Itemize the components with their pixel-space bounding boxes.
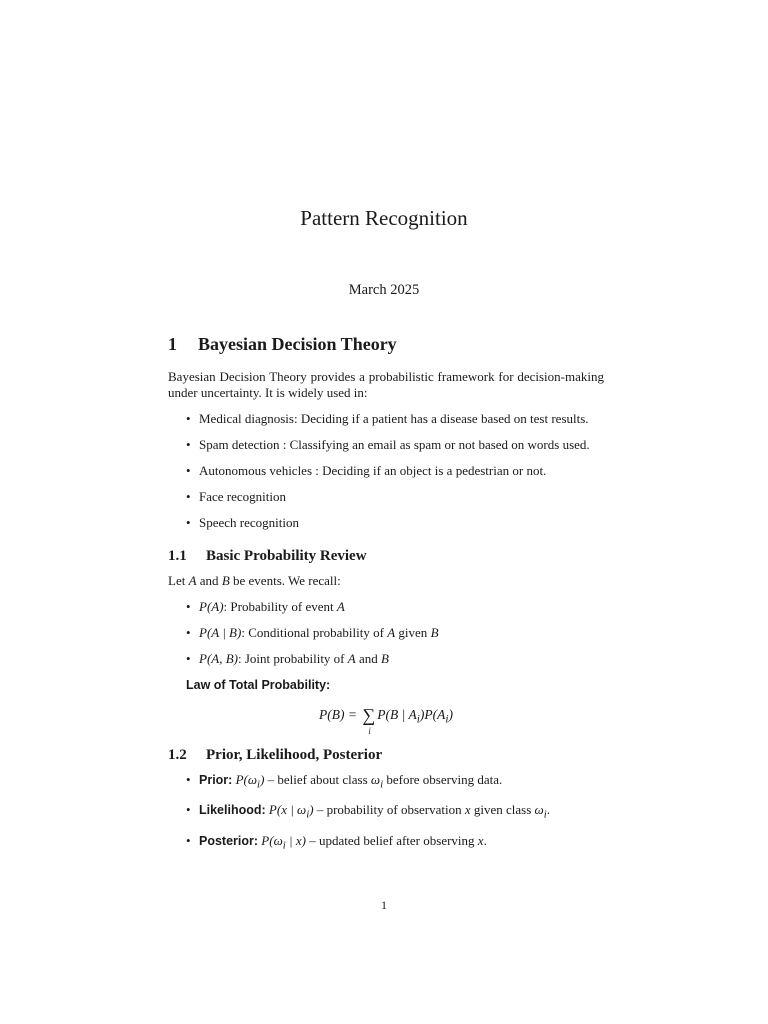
formula-part: P(B) = [319, 707, 361, 722]
probability-list [168, 599, 604, 667]
text-run: be events. We recall: [229, 573, 341, 588]
math-expr: P(ω [235, 771, 258, 787]
math-var: A [336, 599, 345, 614]
section-title: Bayesian Decision Theory [198, 334, 397, 354]
text-run: . [546, 802, 550, 818]
math-expr: P(A | B) [199, 625, 242, 640]
formula-part: ) [448, 707, 453, 722]
list-item [186, 625, 604, 641]
subsection-title: Prior, Likelihood, Posterior [206, 746, 383, 763]
text-run: given [395, 625, 431, 640]
document-date: March 2025 [348, 282, 420, 298]
subsection-number: 1.1 [168, 548, 187, 564]
text-run: : Conditional probability of [241, 625, 388, 640]
applications-list [168, 411, 604, 531]
math-expr: P(A) [199, 599, 224, 614]
total-probability-formula [168, 705, 604, 736]
bayes-terms-list [168, 772, 604, 854]
subsection-number: 1.2 [168, 746, 187, 763]
math-var: B [381, 651, 389, 666]
math-expr: | x) [285, 832, 306, 848]
formula-subscript: i [445, 713, 449, 726]
math-var: ω [370, 771, 381, 787]
formula-subscript: i [416, 713, 420, 726]
list-item [186, 802, 604, 823]
math-subscript: i [543, 808, 547, 821]
math-var: A [387, 625, 396, 640]
math-var: B [221, 573, 230, 588]
section-number: 1 [168, 334, 177, 354]
text-run: given class [470, 802, 535, 818]
text-run: and [196, 573, 222, 588]
list-item [186, 772, 604, 793]
term-label: Likelihood: [199, 803, 266, 818]
subsection-heading [168, 746, 604, 764]
subsection-intro [168, 573, 604, 589]
text-run: before observing data. [383, 771, 503, 787]
math-var: A [188, 573, 197, 588]
math-subscript: i [257, 778, 261, 791]
law-label: Law of Total Probability: [186, 678, 331, 692]
math-var: B [430, 625, 439, 640]
math-expr: P(ω [261, 832, 283, 848]
list-item: • Medical diagnosis: Deciding if a patient has a disease based on test results. [186, 411, 604, 427]
text-run: – updated belief after observing [305, 832, 478, 848]
list-item [186, 651, 604, 667]
math-var: x [464, 802, 471, 818]
text-run: : Probability of event [223, 599, 337, 614]
text-run: . [483, 832, 487, 848]
formula-part: P(B | A [377, 707, 417, 722]
list-item: • Face recognition [186, 489, 604, 505]
list-item: • Speech recognition [186, 515, 604, 531]
subsection-heading [168, 547, 604, 565]
list-item [186, 833, 604, 854]
page-number: 1 [381, 898, 387, 912]
math-subscript: i [306, 808, 310, 821]
math-expr: P(A, B) [199, 651, 238, 666]
list-item [186, 599, 604, 615]
math-expr: ) [260, 771, 265, 787]
math-subscript: i [380, 778, 384, 791]
math-expr: ) [309, 802, 314, 818]
math-subscript: i [282, 839, 286, 852]
summation-symbol [362, 705, 376, 736]
list-item: • Autonomous vehicles : Deciding if an object is a pedestrian or not. [186, 463, 604, 479]
document-title: Pattern Recognition [300, 206, 468, 230]
math-var: ω [534, 802, 544, 818]
text-run: – probability of observation [313, 802, 465, 818]
term-label: Posterior: [199, 833, 259, 848]
math-var: x [477, 832, 484, 848]
text-run: Let [168, 573, 189, 588]
math-var: A [347, 651, 356, 666]
section-heading [168, 333, 604, 355]
document-body [168, 333, 604, 863]
text-run: : Joint probability of [237, 651, 348, 666]
subsection-title: Basic Probability Review [206, 548, 367, 564]
sigma-glyph: ∑ [362, 705, 376, 725]
list-item: • Spam detection : Classifying an email as spam or not based on words used. [186, 437, 604, 453]
math-expr: P(x | ω [268, 802, 307, 818]
sum-index: i [368, 726, 371, 736]
formula-part: )P(A [419, 707, 446, 722]
text-run: and [355, 651, 381, 666]
text-run: – belief about class [264, 771, 371, 787]
term-label: Prior: [199, 772, 233, 787]
section-intro: Bayesian Decision Theory provides a probabilistic framework for decision-making under uncertainty. It is widely used in: [168, 369, 604, 400]
